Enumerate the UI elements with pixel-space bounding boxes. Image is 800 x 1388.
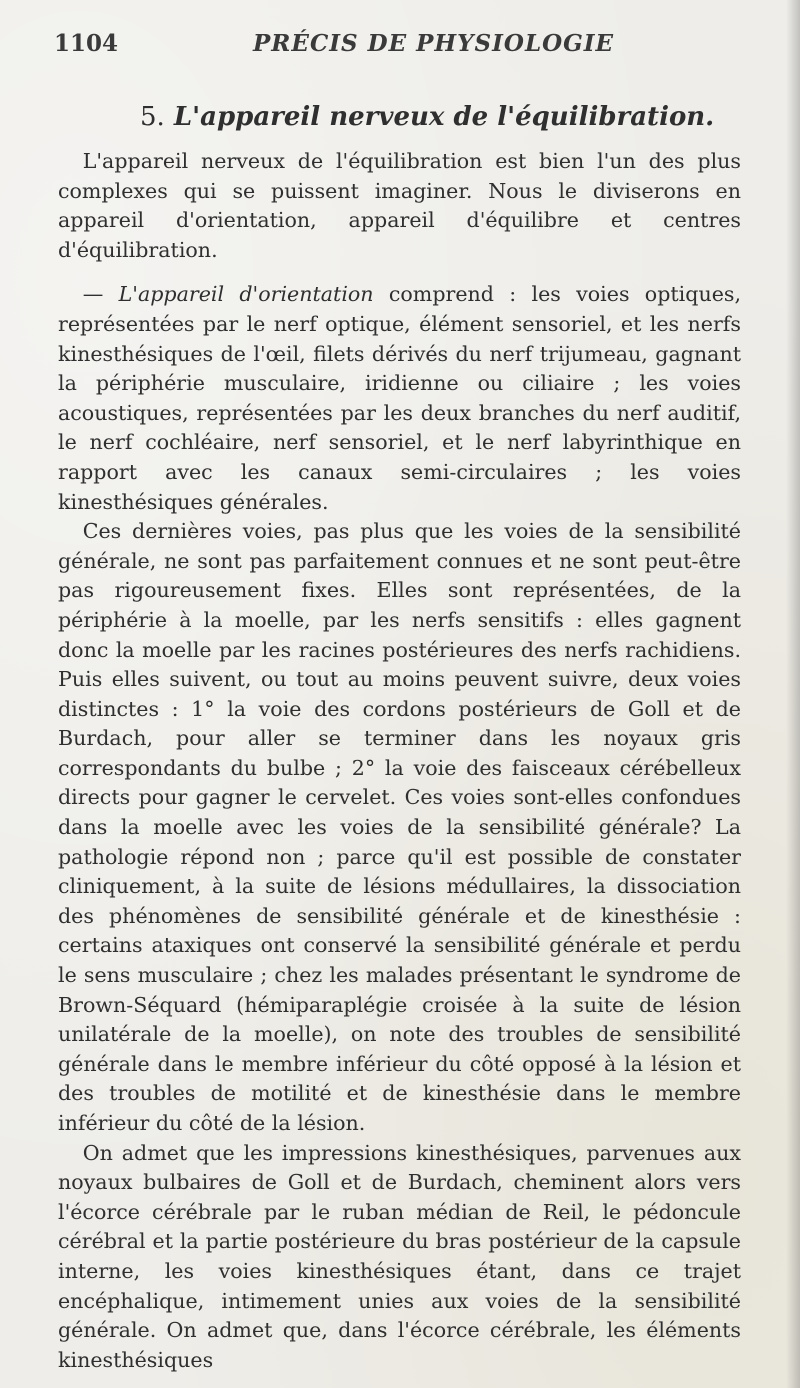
- running-head: [54, 30, 744, 70]
- paragraph-dash: —: [82, 282, 119, 307]
- paragraph-orientation-term: L'appareil d'orientation: [118, 282, 374, 307]
- page-number: 1104: [54, 30, 119, 57]
- paragraph-intro: L'appareil nerveux de l'équilibration est bien l'un des plus complexes qui se puissent imaginer. Nous le diviserons en appareil d'orientation, appareil d'équilibre et centres d'équilibration.: [58, 149, 741, 262]
- page-edge-shadow: [786, 0, 800, 1388]
- body-text: [58, 147, 741, 1375]
- section-heading: [140, 102, 740, 132]
- paragraph-orientation-text: comprend : les voies optiques, représentées par le nerf optique, élément sensoriel, et les nerfs kinesthésiques de l'œil, filets dérivés du nerf trijumeau, gagnant la périphérie musculaire, iridienne ou ciliaire ; les voies acoustiques, représentées par les deux branches du nerf auditif, le nerf cochléaire, nerf sensoriel, et le nerf labyrinthique en rapport avec les canaux semi-circulaires ; les voies kinesthésiques générales.: [58, 282, 742, 514]
- running-head-title: PRÉCIS DE PHYSIOLOGIE: [253, 30, 615, 57]
- paragraph-cortical-pathways: On admet que les impressions kinesthésiques, parvenues aux noyaux bulbaires de Goll et de Burdach, cheminent alors vers l'écorce cérébrale par le ruban médian de Reil, le pédoncule cérébral et la partie postérieure du bras postérieur de la capsule interne, les voies kinesthésiques étant, dans ce trajet encéphalique, intimement unies aux voies de la sensibilité générale. On admet que, dans l'écorce cérébrale, les éléments kinesthésiques: [58, 1140, 741, 1372]
- section-title: L'appareil nerveux de l'équilibration.: [173, 102, 715, 132]
- paragraph-orientation: [58, 280, 741, 517]
- paragraph-kinesthetic-pathways: Ces dernières voies, pas plus que les voies de la sensibilité générale, ne sont pas parfaitement connues et ne sont peut-être pas rigoureusement fixes. Elles sont représentées, de la périphérie à la moelle, par les nerfs sensitifs : elles gagnent donc la moelle par les racines postérieures des nerfs rachidiens. Puis elles suivent, ou tout au moins peuvent suivre, deux voies distinctes : 1° la voie des cordons postérieurs de Goll et de Burdach, pour aller se terminer dans les noyaux gris correspondants du bulbe ; 2° la voie des faisceaux cérébelleux directs pour gagner le cervelet. Ces voies sont-elles confondues dans la moelle avec les voies de la sensibilité générale? La pathologie répond non ; parce qu'il est possible de constater cliniquement, à la suite de lésions médullaires, la dissociation des phénomènes de sensibilité générale et de kinesthésie : certains ataxiques ont conservé la sensibilité générale et perdu le sens musculaire ; chez les malades présentant le syndrome de Brown-Séquard (hémiparaplégie croisée à la suite de lésion unilatérale de la moelle), on note des troubles de sensibilité générale dans le membre inférieur du côté opposé à la lésion et des troubles de motilité et de kinesthésie dans le membre inférieur du côté de la lésion.: [58, 519, 741, 1135]
- section-number: 5.: [140, 102, 165, 132]
